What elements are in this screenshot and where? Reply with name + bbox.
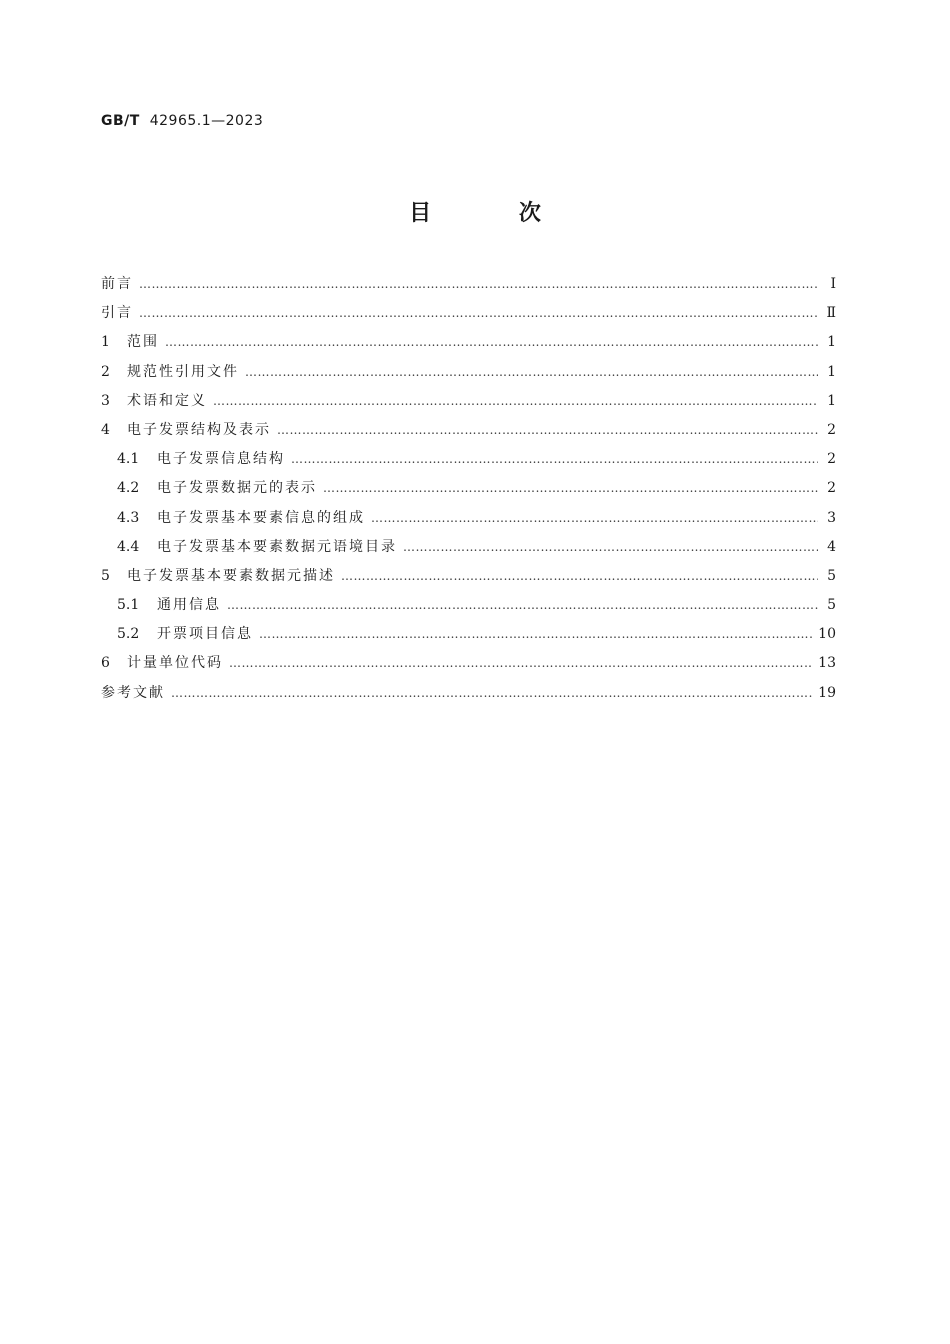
dot-leader [403,537,818,557]
toc-entry-page: 2 [827,451,836,468]
toc-entry-label: 电子发票基本要素数据元描述 [127,567,335,584]
toc-entry-page: 3 [827,509,836,526]
toc-entry-1[interactable] [101,332,836,361]
toc-entry-4-1[interactable] [101,449,836,478]
toc-entry-label: 电子发票数据元的表示 [157,480,317,497]
toc-entry-number: 2 [101,363,110,380]
toc-entry-number: 4.1 [117,451,140,468]
toc-entry-number: 5 [101,567,110,584]
toc-entry-number: 1 [101,334,110,351]
toc-entry-number: 5.1 [117,597,140,614]
toc-entry-number: 5.2 [117,626,140,643]
toc-entry-5[interactable] [101,566,836,595]
page-title: 目 次 [409,201,581,226]
table-of-contents [101,274,836,712]
toc-entry-page: 13 [818,655,836,672]
toc-entry-number: 6 [101,655,110,672]
toc-entry-number: 4.4 [117,538,140,555]
toc-entry-5-1[interactable] [101,595,836,624]
toc-entry-label: 电子发票信息结构 [157,451,285,468]
toc-entry-label: 规范性引用文件 [127,363,239,380]
dot-leader [323,478,818,498]
toc-entry-page: 5 [827,597,836,614]
toc-entry-page: Ⅱ [826,305,836,322]
toc-entry-page: 19 [818,684,836,701]
toc-entry-6[interactable] [101,653,836,682]
toc-entry-page: 2 [827,480,836,497]
toc-entry-4-2[interactable] [101,478,836,507]
toc-entry-2[interactable] [101,362,836,391]
dot-leader [227,595,818,615]
toc-entry-label: 电子发票基本要素信息的组成 [157,509,365,526]
toc-entry-page: 1 [827,334,836,351]
toc-entry-label: 术语和定义 [127,392,207,409]
dot-leader [245,362,818,382]
toc-entry-page: Ⅰ [830,276,836,292]
dot-leader [213,391,818,411]
toc-entry-5-2[interactable] [101,624,836,653]
toc-entry-label: 引言 [101,305,133,322]
toc-entry-label: 前言 [101,276,133,292]
toc-entry-label: 范围 [127,334,159,351]
toc-entry-page: 2 [827,421,836,438]
toc-entry-4-3[interactable] [101,508,836,537]
toc-entry-label: 通用信息 [157,597,221,614]
toc-entry-label: 参考文献 [101,684,165,701]
toc-entry-label: 电子发票结构及表示 [127,421,271,438]
toc-entry-number: 4.2 [117,480,140,497]
toc-entry-4-4[interactable] [101,537,836,566]
toc-entry-foreword[interactable] [101,274,836,303]
toc-entry-number: 4.3 [117,509,140,526]
toc-entry-number: 3 [101,392,110,409]
toc-entry-page: 1 [827,392,836,409]
standard-serial: 42965.1—2023 [149,113,264,129]
dot-leader [341,566,818,586]
toc-entry-page: 1 [827,363,836,380]
toc-entry-label: 计量单位代码 [127,655,223,672]
toc-entry-number: 4 [101,421,110,438]
toc-entry-page: 10 [818,626,836,643]
dot-leader [291,449,818,469]
toc-entry-label: 电子发票基本要素数据元语境目录 [157,538,397,555]
dot-leader [229,653,812,673]
toc-entry-4[interactable] [101,420,836,449]
toc-entry-page: 5 [827,567,836,584]
standard-code: GB/T [101,113,140,129]
toc-entry-label: 开票项目信息 [157,626,253,643]
dot-leader [165,332,818,352]
dot-leader [259,624,812,644]
toc-entry-3[interactable] [101,391,836,420]
dot-leader [139,274,818,294]
dot-leader [171,683,812,703]
toc-entry-page: 4 [827,538,836,555]
toc-entry-introduction[interactable] [101,303,836,332]
dot-leader [371,508,818,528]
standard-number [101,113,263,129]
toc-entry-references[interactable] [101,683,836,712]
dot-leader [277,420,818,440]
dot-leader [139,303,818,323]
